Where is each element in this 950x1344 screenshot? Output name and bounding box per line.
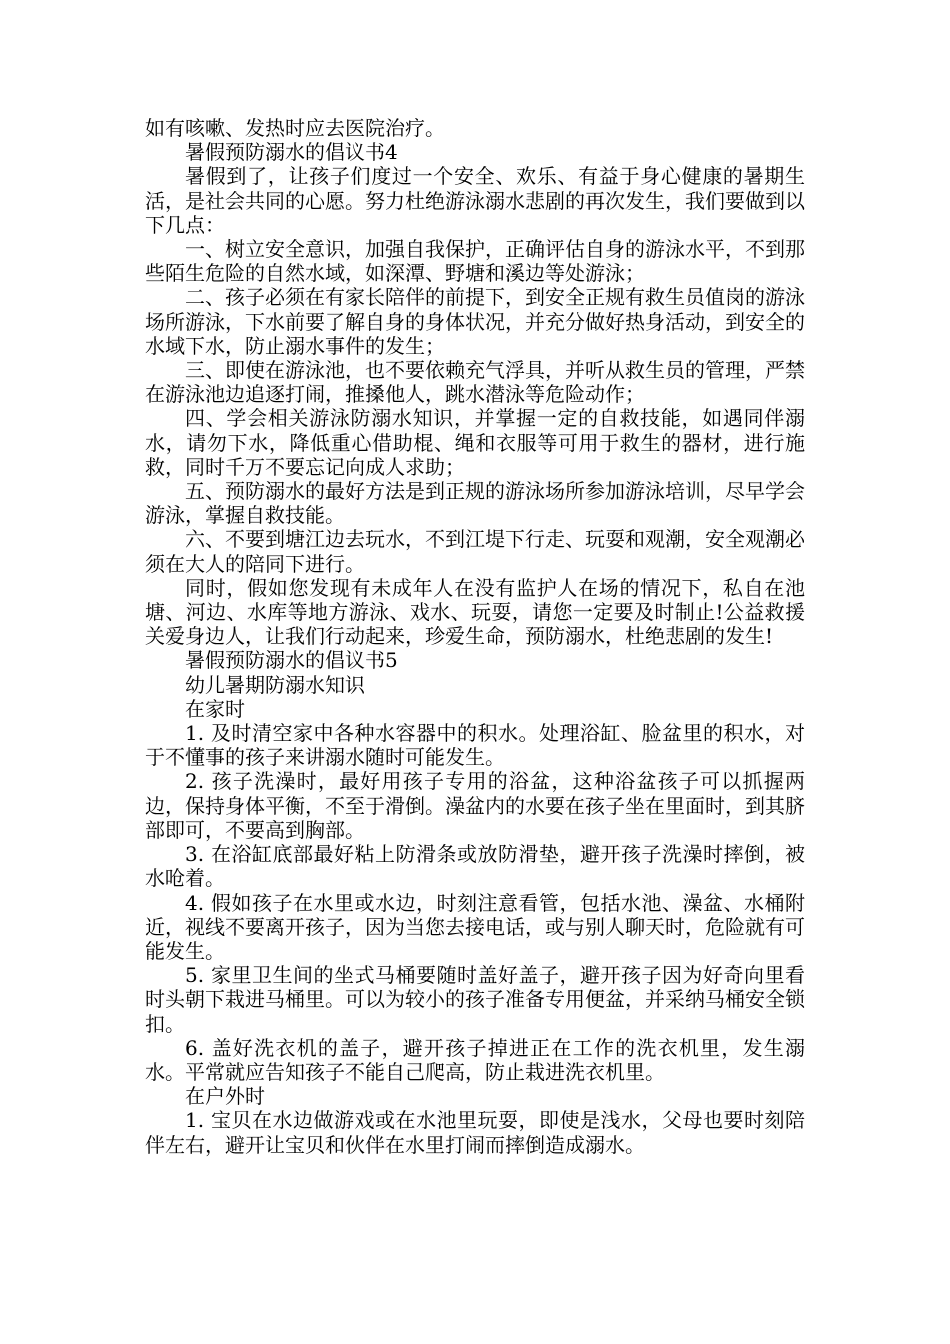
list-item: 4. 假如孩子在水里或水边，时刻注意看管，包括水池、澡盆、水桶附近，视线不要离开孩子，因为当您去接电话，或与别人聊天时，危险就有可能发生。 bbox=[145, 890, 805, 963]
list-item: 三、即使在游泳池，也不要依赖充气浮具，并听从救生员的管理，严禁在游泳池边追逐打闹，推搡他人，跳水潜泳等危险动作； bbox=[145, 358, 805, 407]
list-item: 六、不要到塘江边去玩水，不到江堤下行走、玩耍和观潮，安全观潮必须在大人的陪同下进行。 bbox=[145, 527, 805, 576]
section-heading: 暑假预防溺水的倡议书5 bbox=[185, 648, 398, 673]
list-item: 1. 及时清空家中各种水容器中的积水。处理浴缸、脸盆里的积水，对于不懂事的孩子来讲溺水随时可能发生。 bbox=[145, 721, 805, 770]
subheading: 幼儿暑期防溺水知识 bbox=[185, 672, 365, 697]
list-item: 6. 盖好洗衣机的盖子，避开孩子掉进正在工作的洗衣机里，发生溺水。平常就应告知孩子不能自己爬高，防止栽进洗衣机里。 bbox=[145, 1035, 805, 1084]
list-item: 二、孩子必须在有家长陪伴的前提下，到安全正规有救生员值岗的游泳场所游泳，下水前要了解自身的身体状况，并充分做好热身活动，到安全的水域下水，防止溺水事件的发生； bbox=[145, 285, 805, 358]
list-item: 五、预防溺水的最好方法是到正规的游泳场所参加游泳培训，尽早学会游泳，掌握自救技能。 bbox=[145, 479, 805, 528]
list-item: 一、树立安全意识，加强自我保护，正确评估自身的游泳水平，不到那些陌生危险的自然水域，如深潭、野塘和溪边等处游泳； bbox=[145, 237, 805, 286]
list-item: 2. 孩子洗澡时，最好用孩子专用的浴盆，这种浴盆孩子可以抓握两边，保持身体平衡，不至于滑倒。澡盆内的水要在孩子坐在里面时，到其脐部即可，不要高到胸部。 bbox=[145, 769, 805, 842]
list-item: 1. 宝贝在水边做游戏或在水池里玩耍，即使是浅水，父母也要时刻陪伴左右，避开让宝贝和伙伴在水里打闹而摔倒造成溺水。 bbox=[145, 1108, 805, 1157]
paragraph: 如有咳嗽、发热时应去医院治疗。 bbox=[145, 116, 445, 140]
document-page bbox=[145, 116, 805, 1157]
section-heading: 暑假预防溺水的倡议书4 bbox=[185, 140, 398, 165]
list-item: 四、学会相关游泳防溺水知识，并掌握一定的自救技能，如遇同伴溺水，请勿下水，降低重心借助棍、绳和衣服等可用于救生的器材，进行施救，同时千万不要忘记向成人求助； bbox=[145, 406, 805, 479]
list-item: 5. 家里卫生间的坐式马桶要随时盖好盖子，避开孩子因为好奇向里看时头朝下栽进马桶里。可以为较小的孩子准备专用便盆，并采纳马桶安全锁扣。 bbox=[145, 963, 805, 1036]
subheading: 在户外时 bbox=[185, 1084, 265, 1109]
paragraph: 同时，假如您发现有未成年人在没有监护人在场的情况下，私自在池塘、河边、水库等地方游泳、戏水、玩耍，请您一定要及时制止!公益救援关爱身边人，让我们行动起来，珍爱生命，预防溺水，杜绝悲剧的发生! bbox=[145, 575, 805, 649]
list-item: 3. 在浴缸底部最好粘上防滑条或放防滑垫，避开孩子洗澡时摔倒，被水呛着。 bbox=[145, 842, 805, 891]
paragraph: 暑假到了，让孩子们度过一个安全、欢乐、有益于身心健康的暑期生活，是社会共同的心愿。努力杜绝游泳溺水悲剧的再次发生，我们要做到以下几点： bbox=[145, 164, 805, 237]
subheading: 在家时 bbox=[185, 696, 245, 721]
